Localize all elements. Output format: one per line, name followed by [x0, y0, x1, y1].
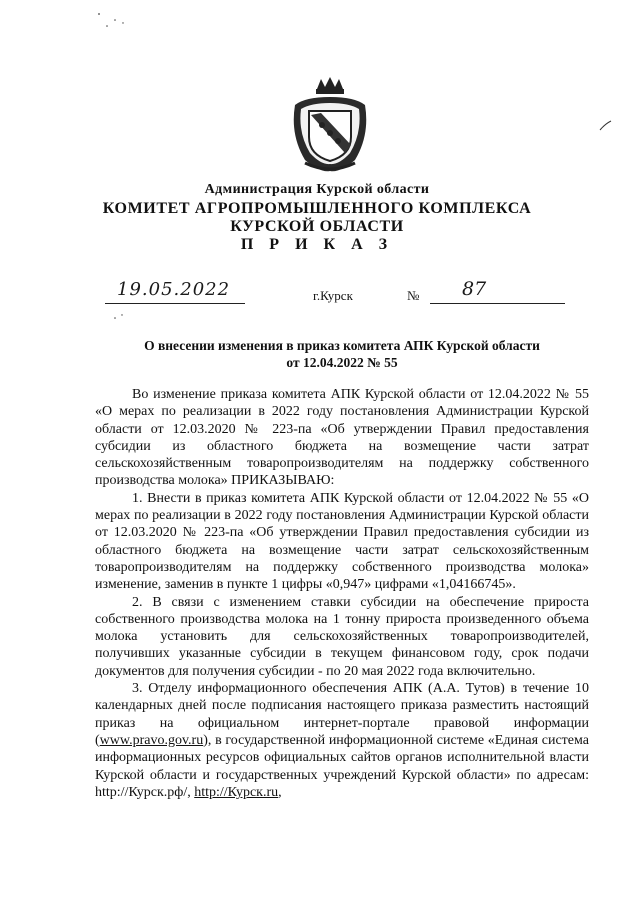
- scan-specks-top-left: [95, 10, 135, 32]
- kursk-ru-link[interactable]: http://Курск.ru: [194, 784, 279, 800]
- handwritten-date: 19.05.2022: [117, 279, 231, 300]
- document-title-line-2: от 12.04.2022 № 55: [286, 355, 398, 370]
- item-3-text-a: 3. Отделу информационного обеспечения АПК (А.А. Тутов) в течение 10 календарных дней после подписания настоящего приказа разместить настоящий приказ на официальном интернет-портале правовой информации (: [95, 681, 589, 748]
- document-body: [95, 386, 589, 801]
- item-3-paragraph: [95, 680, 589, 801]
- item-3-text-c: ,: [278, 784, 282, 800]
- document-title-line-1: О внесении изменения в приказ комитета АПК Курской области: [144, 338, 540, 353]
- date-field: [105, 279, 245, 304]
- item-3-text-b: ), в государственной информационной системе «Единая система информационных ресурсов официальных сайтов органов исполнительной власти Курской области и государственных учреждений Курской области» по адресам: http://Курск.рф/,: [95, 732, 589, 800]
- document-type-heading: П Р И К А З: [240, 236, 394, 253]
- handwritten-number: 87: [462, 278, 487, 300]
- region-heading: КУРСКОЙ ОБЛАСТИ: [230, 218, 404, 235]
- number-field: [430, 278, 565, 304]
- committee-heading: КОМИТЕТ АГРОПРОМЫШЛЕННОГО КОМПЛЕКСА: [102, 200, 532, 217]
- administration-heading: Администрация Курской области: [204, 182, 430, 197]
- intro-paragraph: Во изменение приказа комитета АПК Курской области от 12.04.2022 № 55 «О мерах по реализации в 2022 году постановления Администрации Курской области от 12.03.2020 № 223-па «Об утверждении Правил предоставления субсидии из областного бюджета на возмещение части затрат сельскохозяйственным товаропроизводителям на поддержку собственного производства молока» ПРИКАЗЫВАЮ:: [95, 387, 589, 489]
- scan-specks-mid-left: [112, 312, 132, 322]
- pen-mark-right: [598, 118, 614, 134]
- item-1-paragraph: 1. Внести в приказ комитета АПК Курской области от 12.04.2022 № 55 «О мерах по реализации в 2022 году постановления Администрации Курской области от 12.03.2020 № 223-па «Об утверждении Правил предоставления субсидии из областного бюджета на возмещение части затрат сельскохозяйственным товаропроизводителям на поддержку собственного производства молока» изменение, заменив в пункте 1 цифры «0,947» цифрами «1,04166745».: [95, 490, 589, 593]
- city-label: г.Курск: [313, 288, 353, 303]
- item-2-paragraph: 2. В связи с изменением ставки субсидии на обеспечение прироста собственного производства молока на 1 тонну прироста произведенного объема молока установить для сельскохозяйственных товаропроизводителей, получивших указанные субсидии в текущем финансовом году, срок подачи документов для получения субсидии - по 20 мая 2022 года включительно.: [95, 594, 589, 679]
- number-sign: №: [407, 288, 420, 303]
- pravo-gov-link[interactable]: www.pravo.gov.ru: [99, 732, 204, 748]
- kursk-coat-of-arms-icon: [285, 75, 375, 175]
